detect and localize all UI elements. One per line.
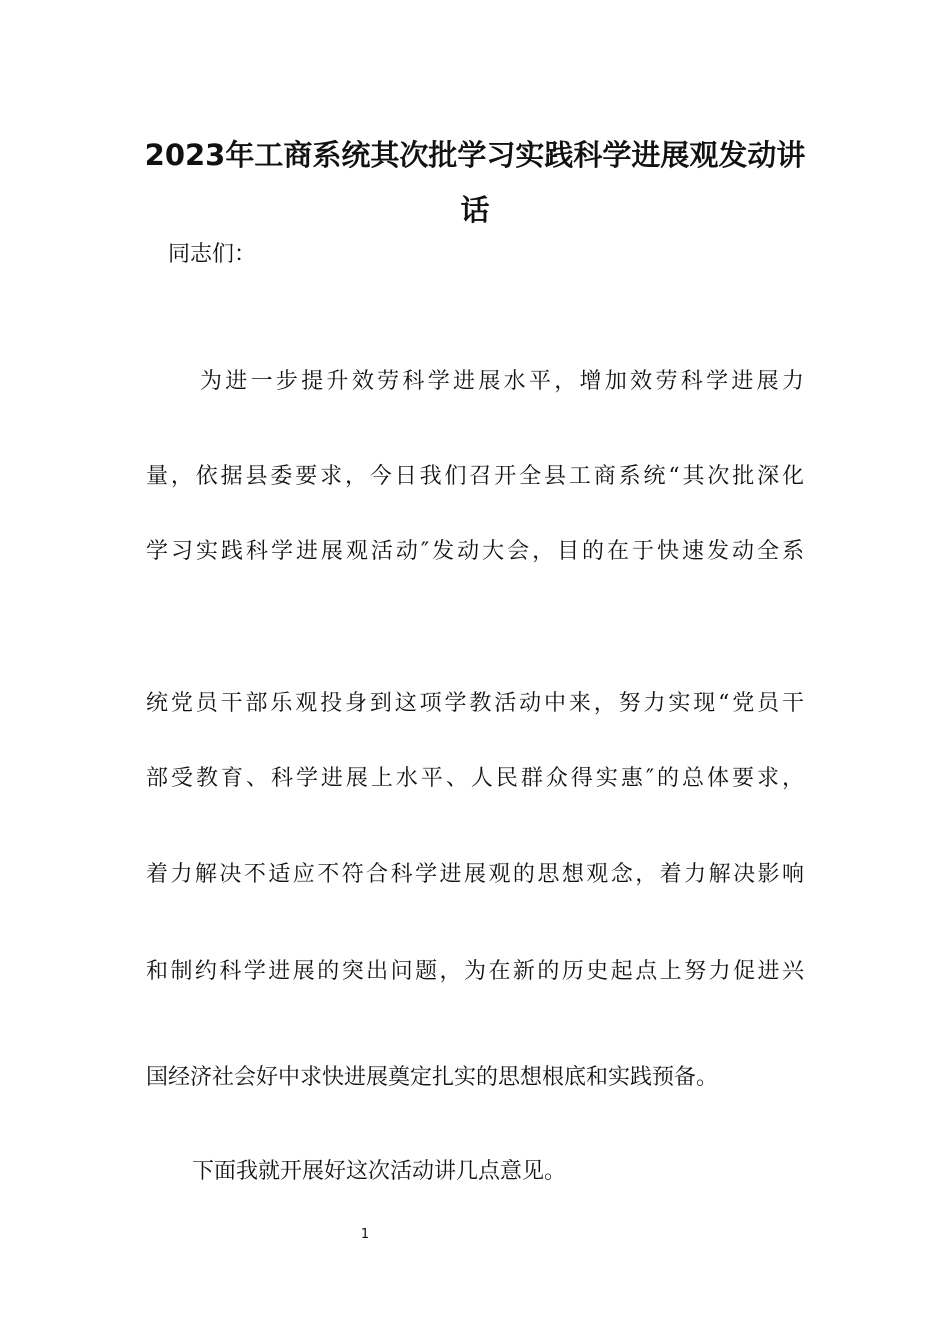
body-line: 统党员干部乐观投身到这项学教活动中来，努力实现“党员干 (146, 691, 804, 716)
salutation: 同志们： (168, 242, 257, 267)
body-line: 学习实践科学进展观活动″发动大会，目的在于快速发动全系 (146, 539, 804, 564)
body-line: 和制约科学进展的突出问题，为在新的历史起点上努力促进兴 (146, 959, 804, 984)
body-line: 量，依据县委要求，今日我们召开全县工商系统“其次批深化 (146, 464, 804, 489)
document-title-line-2: 话 (460, 193, 490, 227)
body-line: 国经济社会好中求快进展奠定扎实的思想根底和实践预备。 (146, 1065, 719, 1090)
document-title-line-1: 2023年工商系统其次批学习实践科学进展观发动讲 (144, 138, 806, 172)
body-line: 着力解决不适应不符合科学进展观的思想观念，着力解决影响 (146, 862, 804, 887)
closing-paragraph: 下面我就开展好这次活动讲几点意见。 (192, 1159, 567, 1184)
page-number: 1 (360, 1227, 370, 1242)
body-line: 为进一步提升效劳科学进展水平，增加效劳科学进展力 (200, 369, 804, 394)
body-line: 部受教育、科学进展上水平、人民群众得实惠″的总体要求， (146, 766, 804, 791)
